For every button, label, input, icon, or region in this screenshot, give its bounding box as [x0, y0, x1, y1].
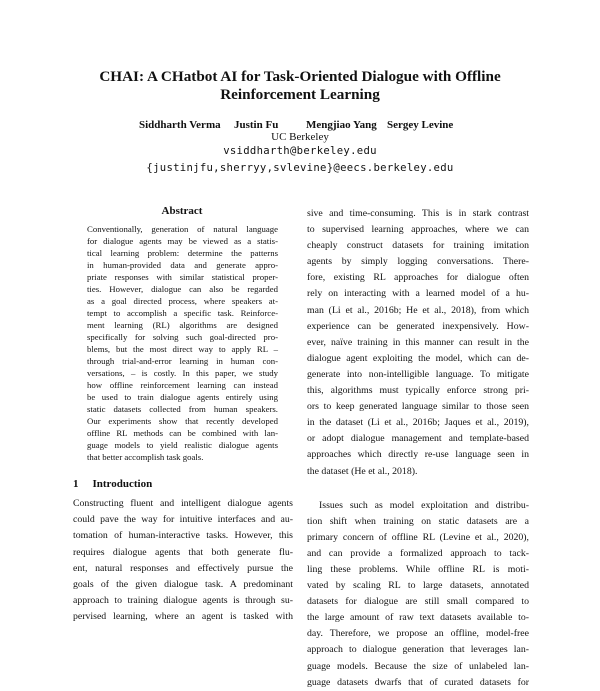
body-line: the dataset (He et al., 2018).: [307, 465, 418, 477]
body-line: vated by scaling RL to large datasets, annotated: [307, 580, 529, 592]
body-line: sive and time-consuming. This is in stark contrast: [307, 208, 529, 219]
paragraph: [307, 498, 529, 691]
body-line: dialogue agent exploiting the model, which can de-: [307, 352, 529, 364]
abstract-line: blems, but the most direct way to apply RL –: [87, 344, 278, 354]
body-line: agents by simply logging conversations. There-: [307, 256, 529, 268]
title-line: Reinforcement Learning: [220, 86, 380, 103]
body-line: datasets for dialogue are still small compared to: [307, 596, 529, 608]
body-line: and can provide a formalized approach to tack-: [307, 547, 529, 559]
right-column-body: [307, 206, 529, 691]
body-line: approach to training dialogue agents is through su-: [73, 595, 293, 607]
body-line: primary concern of offline RL (Levine et al., 2020),: [307, 531, 529, 543]
abstract-line: tempt to accomplish a specific task. Reinforce-: [87, 308, 278, 318]
body-line: goals of the given dialogue task. A predominant: [73, 579, 293, 591]
abstract-line: tical learning problem: determine the patterns: [87, 248, 278, 258]
body-line: guage models. Because the size of unlabeled lan-: [307, 660, 529, 672]
abstract-line: as a goal directed process, where speakers at-: [87, 296, 278, 306]
paragraph: [307, 206, 529, 480]
abstract-line: be used to train dialogue agents entirely using: [87, 392, 278, 402]
body-line: man (Li et al., 2016b; He et al., 2018), from which: [307, 304, 529, 316]
body-line: in the dataset (Li et al., 2016b; Jaques et al., 2019),: [307, 417, 529, 429]
section-number: 1: [73, 478, 79, 490]
author-name: Mengjiao Yang: [306, 119, 377, 131]
body-line: ever, naïve training in this manner can result in the: [307, 336, 529, 348]
body-line: the large amount of raw text datasets available to-: [307, 612, 529, 624]
body-line: pervised learning, where an agent is tasked with: [73, 611, 293, 623]
title-line: CHAI: A CHatbot AI for Task-Oriented Dialogue with Offline: [99, 68, 501, 85]
introduction-body: [73, 496, 293, 626]
body-line: could pave the way for intuitive interfaces and au-: [73, 514, 293, 526]
body-line: rely on interacting with a learned model of a hu-: [307, 288, 529, 300]
author-name: Siddharth Verma: [139, 119, 221, 131]
body-line: experience can be generated inexpensively. How-: [307, 320, 529, 332]
section-title: Introduction: [92, 478, 153, 490]
body-line: Constructing fluent and intelligent dialogue agents: [73, 498, 293, 509]
body-line: approach to dialogue generation that leverages lan-: [307, 644, 529, 656]
body-line: guage datasets dwarfs that of curated datasets for: [307, 676, 529, 688]
abstract-line: specifically for solving such goal-directed pro-: [87, 332, 278, 342]
body-line: requires dialogue agents that both generate flu-: [73, 546, 293, 558]
abstract-body: [87, 223, 278, 463]
abstract-line: ties. However, dialogue can also be regarded: [87, 284, 278, 294]
body-line: tion shift when training on static datasets are a: [307, 515, 529, 527]
abstract-line: priate responses with similar statistical proper-: [87, 272, 278, 282]
affiliation: UC Berkeley: [271, 131, 329, 143]
body-line: ors to keep generated language similar to those seen: [307, 401, 529, 413]
abstract-heading: Abstract: [161, 205, 203, 217]
abstract-line: ment learning (RL) algorithms are designed: [87, 320, 278, 330]
body-line: to supervised learning approaches, where we can: [307, 224, 529, 236]
paper-title: [40, 68, 560, 104]
author-name: Justin Fu: [234, 119, 279, 131]
abstract-line: through trial-and-error learning in human con-: [87, 356, 278, 366]
body-line: or adopt dialogue management and template-based: [307, 433, 529, 445]
body-line: Issues such as model exploitation and distribu-: [319, 499, 529, 511]
abstract-line: that better accomplish task goals.: [87, 452, 204, 462]
body-line: ling these problems. While offline RL is moti-: [307, 563, 529, 575]
body-line: this, algorithms must typically enforce strong pri-: [307, 385, 529, 397]
abstract-line: how offline reinforcement learning can instead: [87, 380, 278, 390]
abstract-line: static datasets collected from human speakers.: [87, 404, 278, 414]
email-address: {justinjfu,sherryy,svlevine}@eecs.berkeley.edu: [146, 162, 454, 174]
body-line: tomation of human-interactive tasks. However, this: [73, 530, 293, 542]
abstract-line: for dialogue agents may be viewed as a statis-: [87, 236, 278, 246]
body-line: approaches which directly re-use language seen in: [307, 449, 529, 461]
author-name: Sergey Levine: [387, 119, 454, 131]
email-address: vsiddharth@berkeley.edu: [223, 145, 377, 157]
body-line: cheaply construct datasets for training imitation: [307, 240, 529, 252]
body-line: day. Therefore, we propose an offline, model-free: [307, 628, 529, 640]
abstract-line: guage models to yield realistic dialogue agents: [87, 440, 278, 450]
abstract-line: versations, – is costly. In this paper, we study: [87, 368, 278, 378]
abstract-line: offline RL methods can be combined with lan-: [87, 428, 278, 438]
body-line: fore, existing RL approaches for dialogue often: [307, 272, 529, 284]
abstract-line: in human-provided data and generate appro-: [87, 260, 278, 270]
abstract-line: Conventionally, generation of natural language: [87, 224, 278, 234]
section-heading: [73, 478, 152, 490]
body-line: generate into non-intelligible language. To mitigate: [307, 368, 529, 380]
abstract-line: Our experiments show that recently developed: [87, 416, 278, 426]
body-line: ent, natural responses and effectively pursue the: [73, 562, 293, 574]
